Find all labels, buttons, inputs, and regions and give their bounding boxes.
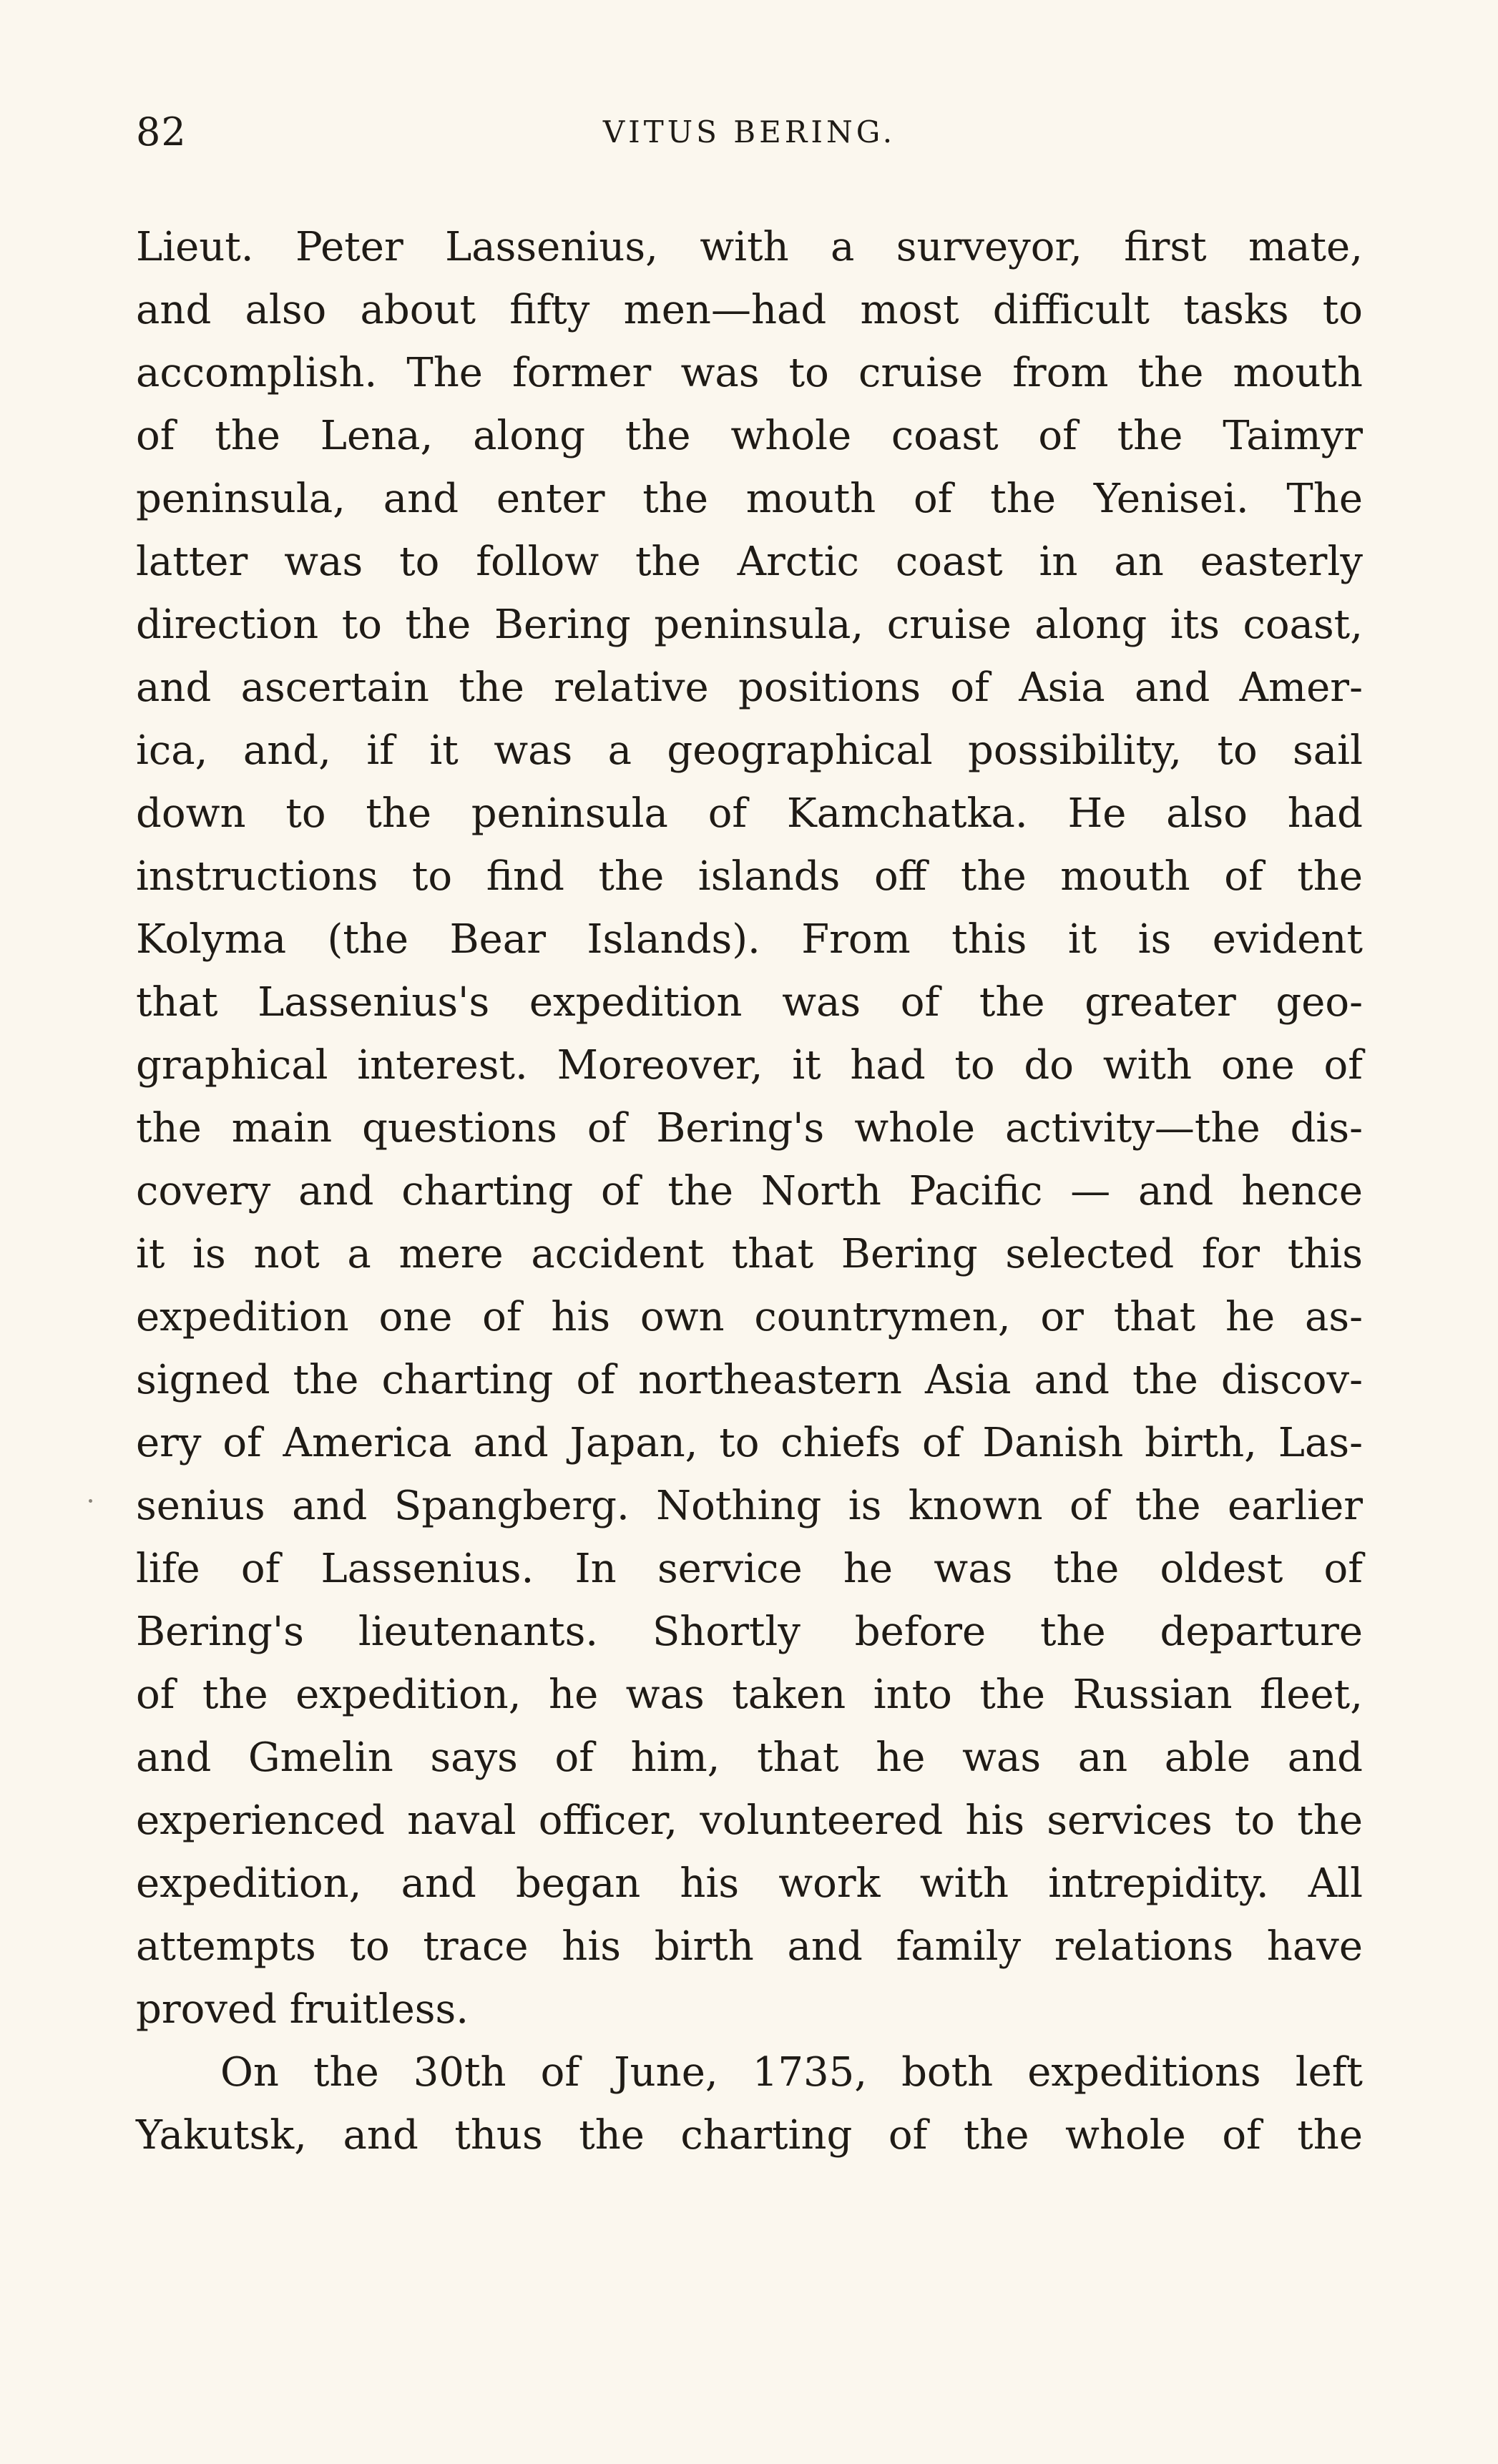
paragraph — [136, 2041, 1363, 2167]
text-line: proved fruitless. — [136, 1986, 469, 2033]
text-line: it is not a mere accident that Bering selected for this — [136, 1231, 1363, 1277]
page-number: 82 — [136, 109, 187, 154]
text-line: the main questions of Bering's whole activity—the dis- — [136, 1105, 1363, 1152]
text-line: signed the charting of northeastern Asia and the discov- — [136, 1357, 1363, 1403]
text-line: covery and charting of the North Pacific — and hence — [136, 1168, 1363, 1214]
text-line: On the 30th of June, 1735, both expeditions left — [220, 2049, 1363, 2096]
text-line: Yakutsk, and thus the charting of the whole of the — [136, 2112, 1363, 2159]
text-line: expedition, and began his work with intrepidity. All — [136, 1860, 1363, 1907]
text-line: of the expedition, he was taken into the Russian fleet, — [136, 1672, 1363, 1718]
text-line: Kolyma (the Bear Islands). From this it is evident — [136, 916, 1363, 963]
paragraph — [136, 216, 1363, 2041]
text-line: experienced naval officer, volunteered his services to the — [136, 1797, 1363, 1844]
text-line: and ascertain the relative positions of Asia and Amer- — [136, 664, 1363, 711]
text-line: accomplish. The former was to cruise from the mouth — [136, 350, 1363, 396]
text-line: ica, and, if it was a geographical possibility, to sail — [136, 727, 1363, 774]
text-line: life of Lassenius. In service he was the oldest of — [136, 1546, 1363, 1592]
text-line: direction to the Bering peninsula, cruise along its coast, — [136, 602, 1363, 648]
text-line: senius and Spangberg. Nothing is known of the earlier — [136, 1483, 1363, 1529]
text-line: expedition one of his own countrymen, or that he as- — [136, 1294, 1363, 1340]
body-text — [136, 216, 1363, 2167]
text-line: and also about fifty men—had most difficult tasks to — [136, 287, 1363, 333]
text-line: Lieut. Peter Lassenius, with a surveyor, first mate, — [136, 224, 1363, 270]
text-line: peninsula, and enter the mouth of the Yenisei. The — [136, 476, 1363, 522]
text-line: down to the peninsula of Kamchatka. He also had — [136, 790, 1363, 837]
running-title: VITUS BERING. — [602, 114, 896, 149]
text-line: that Lassenius's expedition was of the greater geo- — [136, 979, 1363, 1026]
text-line: and Gmelin says of him, that he was an able and — [136, 1734, 1363, 1781]
text-line: attempts to trace his birth and family relations have — [136, 1923, 1363, 1970]
text-line: Bering's lieutenants. Shortly before the departure — [136, 1609, 1363, 1655]
text-line: latter was to follow the Arctic coast in an easterly — [136, 539, 1363, 585]
text-line: of the Lena, along the whole coast of the Taimyr — [136, 413, 1363, 459]
text-line: graphical interest. Moreover, it had to do with one of — [136, 1042, 1363, 1089]
running-head — [136, 107, 1363, 157]
text-line: instructions to find the islands off the mouth of the — [136, 853, 1363, 900]
margin-mark — [89, 1499, 92, 1503]
text-line: ery of America and Japan, to chiefs of Danish birth, Las- — [136, 1420, 1363, 1466]
